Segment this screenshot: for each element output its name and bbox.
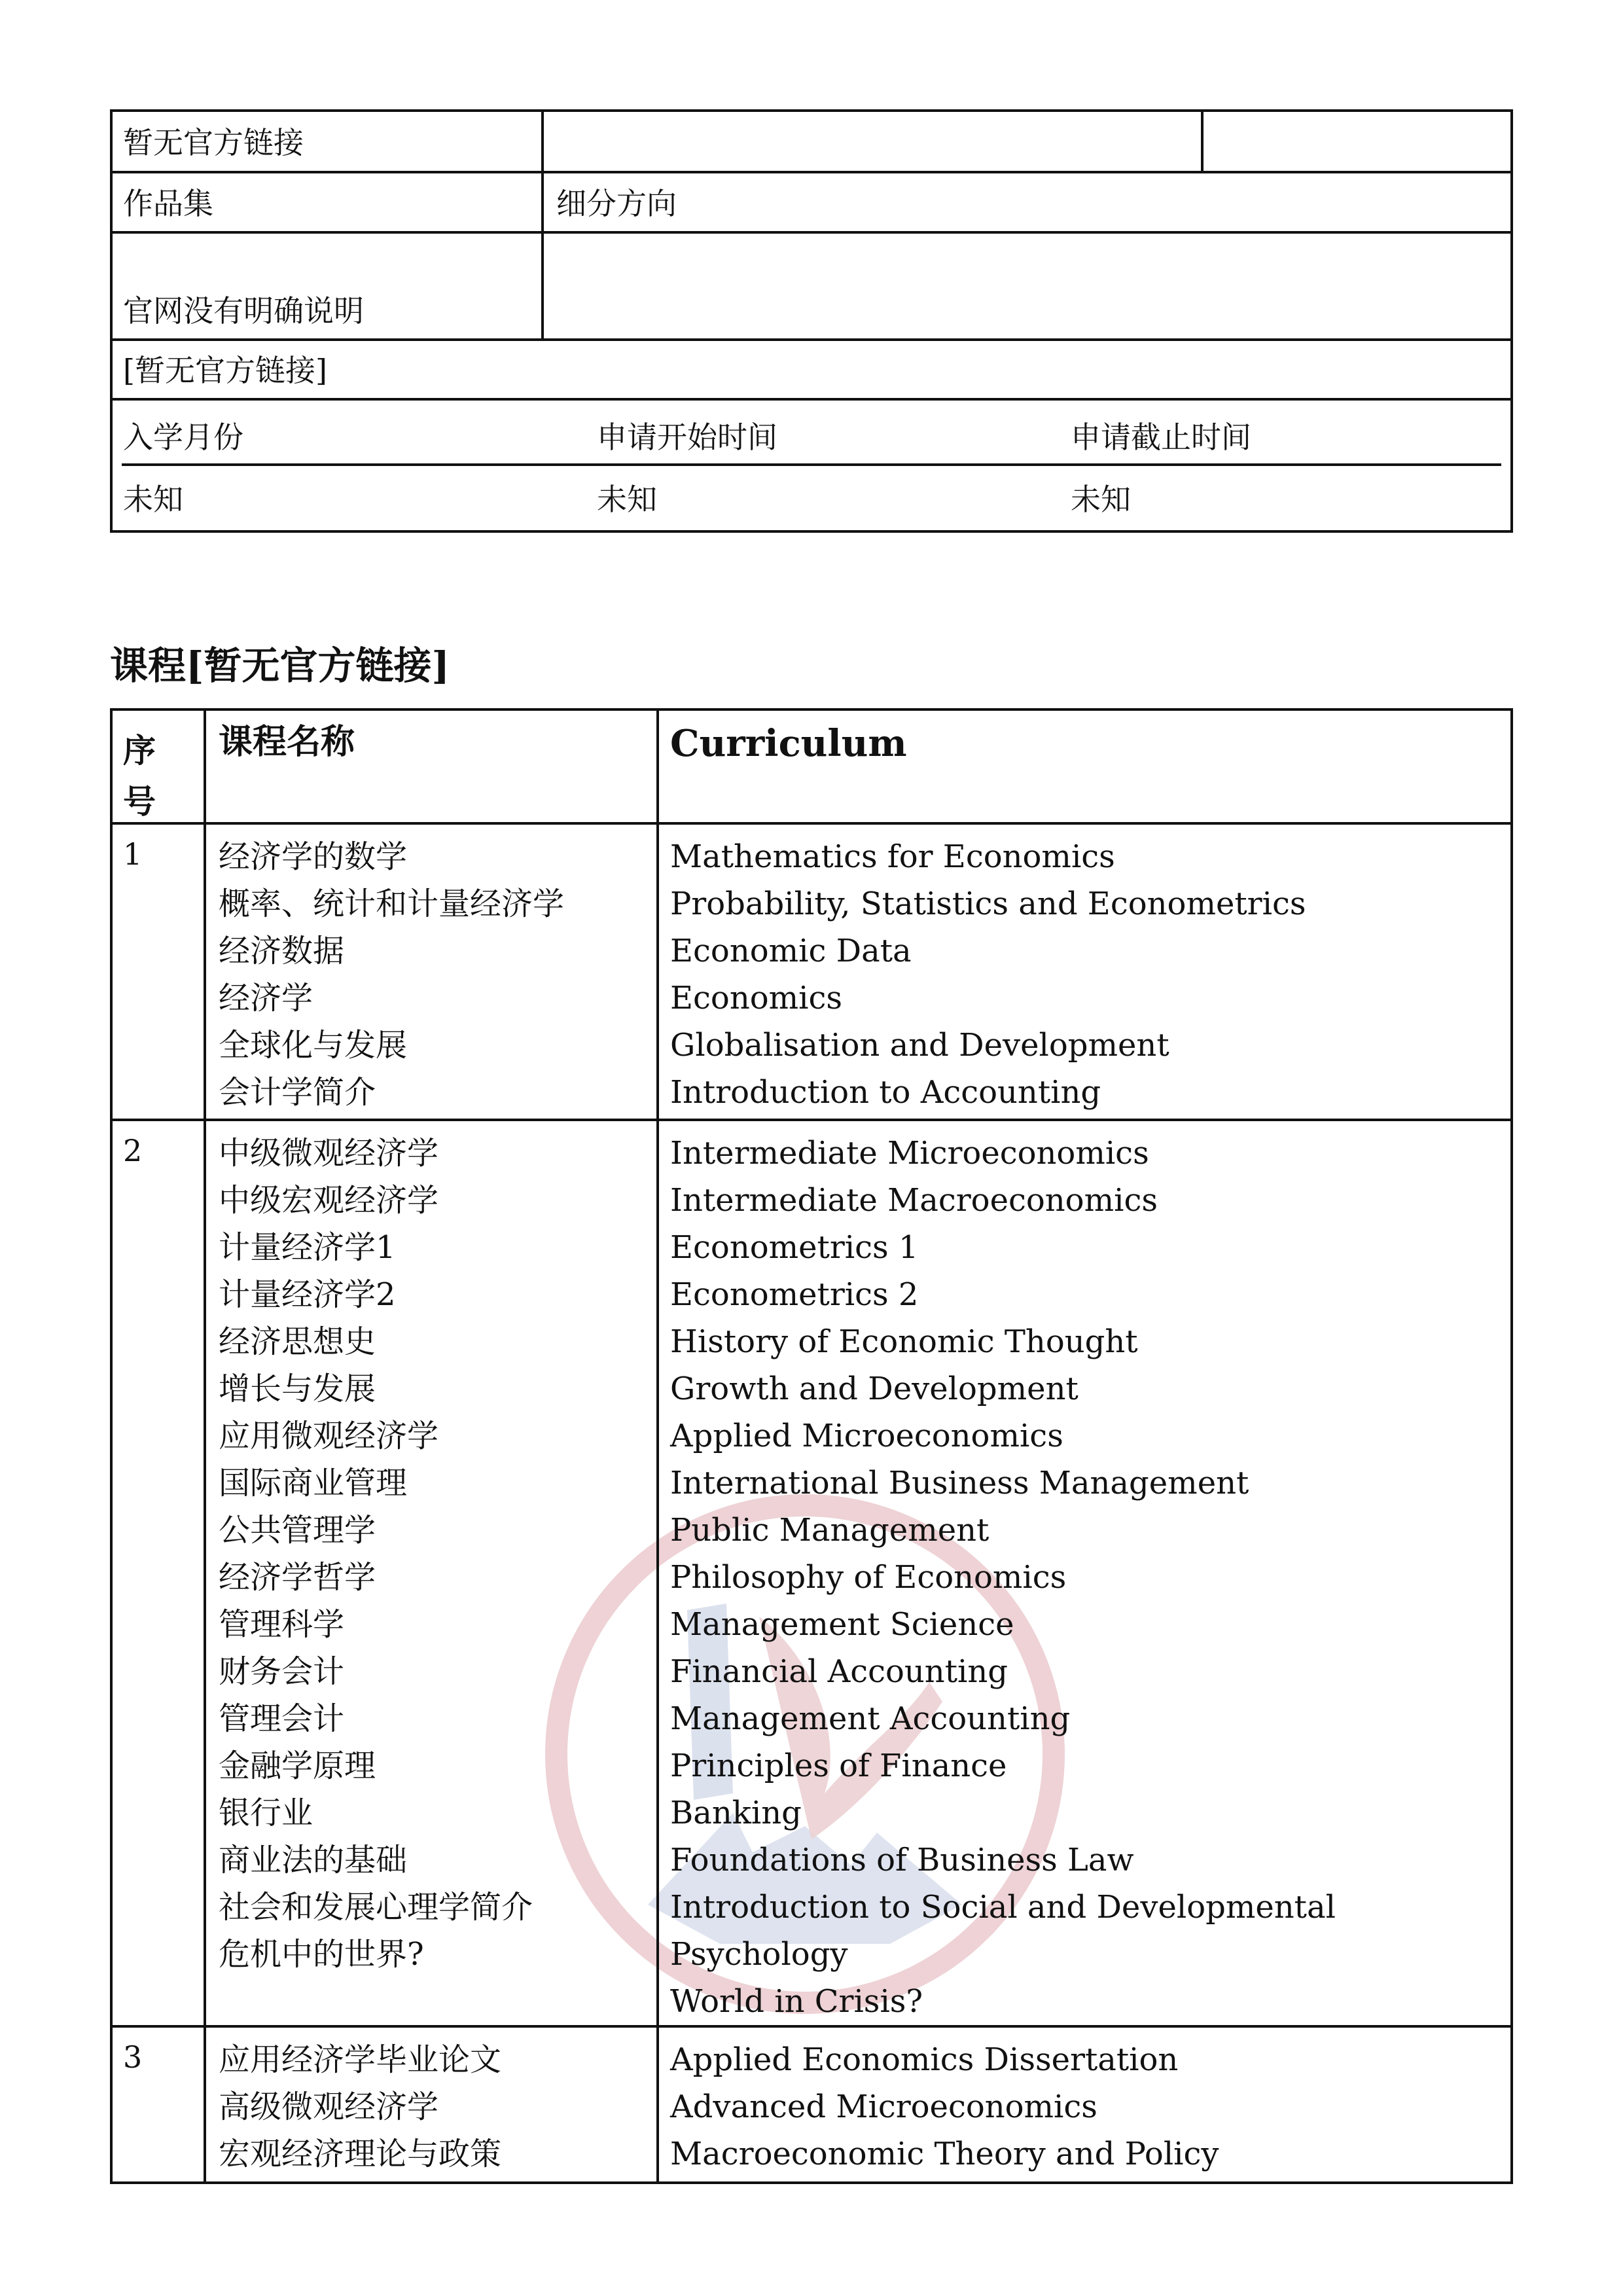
course-name-cn: 财务会计 xyxy=(219,1653,345,1690)
course-name-cn: 概率、统计和计量经济学 xyxy=(219,886,565,922)
info-table-vline xyxy=(541,109,544,340)
header-num: 序号 xyxy=(123,731,156,821)
course-name-en: Growth and Development xyxy=(670,1371,1079,1407)
course-name-cn: 中级微观经济学 xyxy=(219,1135,439,1172)
course-name-en: Econometrics 1 xyxy=(670,1229,919,1266)
application-deadline-value: 未知 xyxy=(1071,482,1131,517)
course-name-cn: 计量经济学1 xyxy=(219,1229,396,1266)
course-name-en: Economics xyxy=(670,980,843,1016)
enrollment-month-label: 入学月份 xyxy=(123,420,243,455)
course-name-en: Intermediate Macroeconomics xyxy=(670,1182,1158,1219)
course-name-cn: 公共管理学 xyxy=(219,1512,376,1549)
course-table-hline xyxy=(110,1119,1513,1121)
row-3-cn-list xyxy=(219,2036,501,2178)
row-2-cn-list xyxy=(219,1130,533,1978)
course-name-en: Principles of Finance xyxy=(670,1748,1007,1784)
enrollment-month-value: 未知 xyxy=(123,482,183,517)
course-name-cn: 增长与发展 xyxy=(219,1371,376,1407)
course-name-cn: 会计学简介 xyxy=(219,1074,376,1111)
row-3-number: 3 xyxy=(123,2039,143,2075)
info-table-hline xyxy=(110,338,1513,341)
course-name-cn: 应用经济学毕业论文 xyxy=(219,2041,502,2078)
course-name-cn: 管理会计 xyxy=(219,1700,345,1737)
course-name-cn: 国际商业管理 xyxy=(219,1465,408,1501)
dates-separator xyxy=(122,463,1501,466)
course-name-en: Applied Economics Dissertation xyxy=(670,2041,1179,2078)
info-table-hline xyxy=(110,231,1513,234)
course-name-en: Financial Accounting xyxy=(670,1653,1008,1690)
course-name-en: Intermediate Microeconomics xyxy=(670,1135,1149,1172)
course-table-vline xyxy=(204,708,206,2184)
course-name-en: International Business Management xyxy=(670,1465,1249,1501)
section-title: 课程[暂无官方链接] xyxy=(110,643,450,688)
course-name-cn: 宏观经济理论与政策 xyxy=(219,2136,502,2172)
course-name-en: Economic Data xyxy=(670,933,912,969)
course-name-cn: 管理科学 xyxy=(219,1606,345,1643)
row-1-en-list xyxy=(670,833,1306,1116)
info-row2-cell2: 细分方向 xyxy=(556,186,677,221)
info-row4-link: [暂无官方链接] xyxy=(123,353,327,388)
course-name-cn: 应用微观经济学 xyxy=(219,1418,439,1454)
header-course-name: 课程名称 xyxy=(219,722,355,762)
course-table-hline xyxy=(110,2025,1513,2028)
course-name-en: Globalisation and Development xyxy=(670,1027,1169,1064)
course-name-cn: 经济思想史 xyxy=(219,1323,376,1360)
course-name-en: History of Economic Thought xyxy=(670,1323,1138,1360)
course-name-cn: 银行业 xyxy=(219,1795,313,1831)
course-name-cn: 计量经济学2 xyxy=(219,1276,396,1313)
course-name-cn: 经济学的数学 xyxy=(219,838,408,875)
course-name-en: Applied Microeconomics xyxy=(670,1418,1063,1454)
row-3-en-list xyxy=(670,2036,1219,2178)
info-row3-cell1: 官网没有明确说明 xyxy=(123,293,364,329)
course-name-en: Management Science xyxy=(670,1606,1014,1643)
course-name-en: Mathematics for Economics xyxy=(670,838,1115,875)
course-name-en: World in Crisis? xyxy=(670,1983,923,2020)
application-deadline-label: 申请截止时间 xyxy=(1071,420,1251,455)
course-name-cn: 经济学 xyxy=(219,980,313,1016)
application-start-value: 未知 xyxy=(597,482,657,517)
course-name-cn: 高级微观经济学 xyxy=(219,2089,439,2125)
header-curriculum: Curriculum xyxy=(670,722,907,765)
row-1-number: 1 xyxy=(123,836,143,872)
course-table-hline xyxy=(110,822,1513,825)
row-1-cn-list xyxy=(219,833,564,1116)
course-name-en: Introduction to Accounting xyxy=(670,1074,1101,1111)
info-table-hline xyxy=(110,398,1513,401)
course-name-en: Advanced Microeconomics xyxy=(670,2089,1097,2125)
course-name-en: Management Accounting xyxy=(670,1700,1071,1737)
course-name-en: Probability, Statistics and Econometrics xyxy=(670,886,1306,922)
course-name-en: Banking xyxy=(670,1795,802,1831)
course-name-cn: 经济学哲学 xyxy=(219,1559,376,1596)
course-name-cn: 商业法的基础 xyxy=(219,1842,408,1878)
course-name-en: Public Management xyxy=(670,1512,990,1549)
course-name-cn: 全球化与发展 xyxy=(219,1027,408,1064)
course-name-en: Foundations of Business Law xyxy=(670,1842,1134,1878)
course-name-cn: 危机中的世界? xyxy=(219,1936,424,1973)
course-name-cn: 社会和发展心理学简介 xyxy=(219,1889,533,1926)
course-name-en: Psychology xyxy=(670,1936,848,1973)
row-2-en-list xyxy=(670,1130,1336,2025)
row-2-number: 2 xyxy=(123,1133,143,1168)
course-name-en: Econometrics 2 xyxy=(670,1276,919,1313)
application-start-label: 申请开始时间 xyxy=(597,420,777,455)
course-name-cn: 中级宏观经济学 xyxy=(219,1182,439,1219)
info-row1-cell1: 暂无官方链接 xyxy=(123,125,304,160)
course-name-en: Introduction to Social and Developmental xyxy=(670,1889,1336,1926)
course-name-cn: 金融学原理 xyxy=(219,1748,376,1784)
course-name-en: Macroeconomic Theory and Policy xyxy=(670,2136,1219,2172)
info-row2-cell1: 作品集 xyxy=(123,186,213,221)
course-name-en: Philosophy of Economics xyxy=(670,1559,1067,1596)
course-table-vline xyxy=(656,708,659,2184)
info-table-vline xyxy=(1201,109,1204,172)
course-name-cn: 经济数据 xyxy=(219,933,345,969)
info-table-hline xyxy=(110,171,1513,173)
